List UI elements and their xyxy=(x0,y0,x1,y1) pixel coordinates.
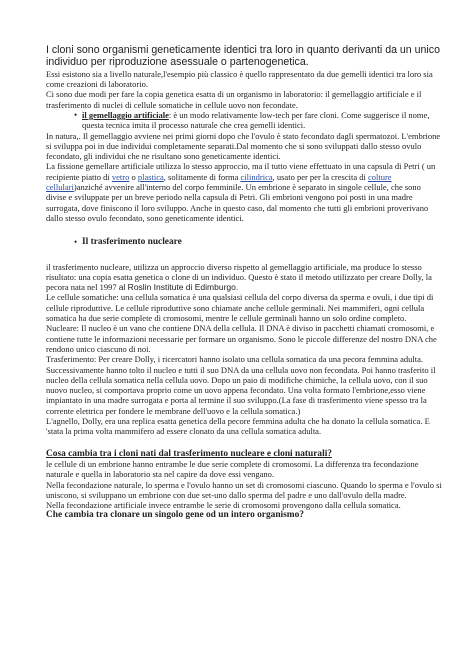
bullet-artificial-twinning-label: il gemellaggio artificiale xyxy=(82,110,169,120)
bullet-artificial-twinning-text: : è un modo relativamente low-tech per fare cloni. Come suggerisce il nome, questa tecnica imita il processo naturale che crea gemelli identici. xyxy=(82,110,430,131)
bullet-nuclear-transfer xyxy=(46,237,442,247)
link-colture-cellulari[interactable]: colture cellulari xyxy=(46,171,392,193)
link-vetro[interactable]: vetro xyxy=(111,171,130,182)
paragraph-artificial-fertilization: Nella fecondazione artificiale invece entrambe le serie di cromosomi provengono dalla cellula somatica. xyxy=(46,500,401,511)
heading-differences: Cosa cambia tra i cloni nati dal trasferimento nucleare e cloni naturali? xyxy=(46,448,332,459)
bullet-artificial-twinning xyxy=(46,110,442,131)
paragraph-somatic-cells: Le cellule somatiche: una cellula somatica è una qualsiasi cellula del corpo diversa da sperma e ovuli, i due tipi di cellule riproduttive. Le cellule riproduttive sono chiamate anche cellule germinali. Nei mammiferi, ogni cellula somatica ha due serie complete di cromosomi, mentre le cellule germinali hanno un solo ordine completo. xyxy=(46,292,434,324)
heading-single-gene: Che cambia tra clonare un singolo gene od un intero organismo? xyxy=(46,510,304,521)
roslin-institute-text: al Roslin Institute di Edimburgo. xyxy=(118,282,239,293)
link-cilindrica[interactable]: cilindrica xyxy=(240,171,273,182)
paragraph-nature-twinning: In natura,. Il gemellaggio avviene nei primi giorni dopo che l'ovulo è stato fecondato dagli spermatozoi. L'embrione si sviluppa poi in due individui completamente separati.Dal momento che si sono sviluppati dallo stesso ovulo fecondato, gli individui che ne risultano sono geneticamente identici. xyxy=(46,130,441,162)
paragraph-natural-fertilization: Nella fecondazione naturale, lo sperma e l'ovulo hanno un set di cromosomi ciascuno. Quando lo sperma e l'ovulo si uniscono, si sviluppano un embrione con due set-uno dallo sperma del padre e uno dall'ovulo della madre. xyxy=(46,479,442,500)
bullet-dot: • xyxy=(74,110,78,120)
paragraph-artificial-fission: La fissione gemellare artificiale utilizza lo stesso approccio, ma il tutto viene effettuato in una capsula di Petri ( un recipiente piatto di vetro o plastica, solitamente di forma cilindrica, usato per per la crescita di colture cellulari)anziché avvenire all'interno del corpo femminile. Un embrione è separato in singole cellule, che sono divise e sviluppate per un breve periodo nella capsula di Petri. Gli embrioni vengono poi posti in una madre surrogata, dove finiscono il loro sviluppo. Anche in questo caso, dal momento che tutti gli embrioni proverivano dallo stesso ovulo fecondato, sono geneticamente identici. xyxy=(46,161,436,223)
paragraph-dolly: L'agnello, Dolly, era una replica esatta genetica della pecore femmina adulta che ha donato la cellula somatica. E 'stata la prima volta mammifero ad essere clonato da una cellula somatica adulta. xyxy=(46,416,430,437)
bullet-nuclear-transfer-label: Il trasferimento nucleare xyxy=(82,237,182,248)
paragraph-transfer: Trasferimento: Per creare Dolly, i ricercatori hanno isolato una cellula somatica da una pecora femmina adulta. Successivamente hanno tolto il nucleo e tutti il suo DNA da una cellula uovo non fecondata. Poi hanno trasferito il nucleo della cellula somatica nella cellula uovo. Dopo un paio di modifiche chimiche, la cellula uovo, con il suo nuovo nucleo, si comportava proprio come un uovo appena fecondato. Una volta formato l'embrione,esso viene impiantato in una madre surrogata e porta al termine il suo sviluppo.(La fase di trasferimento viene spesso tra la corrente elettrica per fondere le membrane dell'uovo e la cellula somatica.) xyxy=(46,354,436,416)
paragraph-two-methods: Ci sono due modi per fare la copia genetica esatta di un organismo in laboratorio: il gemellaggio artificiale e il trasferimento di nuclei di cellule somatiche in cellule uovo non fecondate. xyxy=(46,89,422,110)
bullet-dot: • xyxy=(74,237,78,248)
paragraph-nucleus: Nucleare: Il nucleo è un vano che contiene DNA della cellula. Il DNA è diviso in pacchetti chiamati cromosomi, e contiene tutte le informazioni necessarie per formare un organismo. Sono le piccole differenze del nostro DNA che rendono unico ciascuno di noi. xyxy=(46,323,437,354)
paragraph-natural-clones: Essi esistono sia a livello naturale,l'esempio più classico è quello rappresentato da due gemelli identici tra loro sia come creazioni di laboratorio. xyxy=(46,68,433,90)
document-body xyxy=(46,44,442,521)
paragraph-nuclear-transfer: il trasferimento nucleare, utilizza un approccio diverso rispetto al gemellaggio artificiale, ma produce lo stesso risultato: una copia esatta genetica o clone di un individuo. Questo è stato il metodo utilizzato per creare Dolly, la pecora nata nel 1997 al Roslin Institute di Edimburgo. xyxy=(46,261,432,293)
paragraph-embryo-chromosomes: le cellule di un embrione hanno entrambe le due serie complete di cromosomi. La differenza tra fecondazione naturale e quella in laboratorio sta nel capire da dove essi vengano. xyxy=(46,458,419,480)
intro-paragraph: I cloni sono organismi geneticamente identici tra loro in quanto derivanti da un unico individuo per riproduzione asessuale o partenogenetica. xyxy=(46,44,440,69)
link-plastica[interactable]: plastica xyxy=(137,171,164,182)
